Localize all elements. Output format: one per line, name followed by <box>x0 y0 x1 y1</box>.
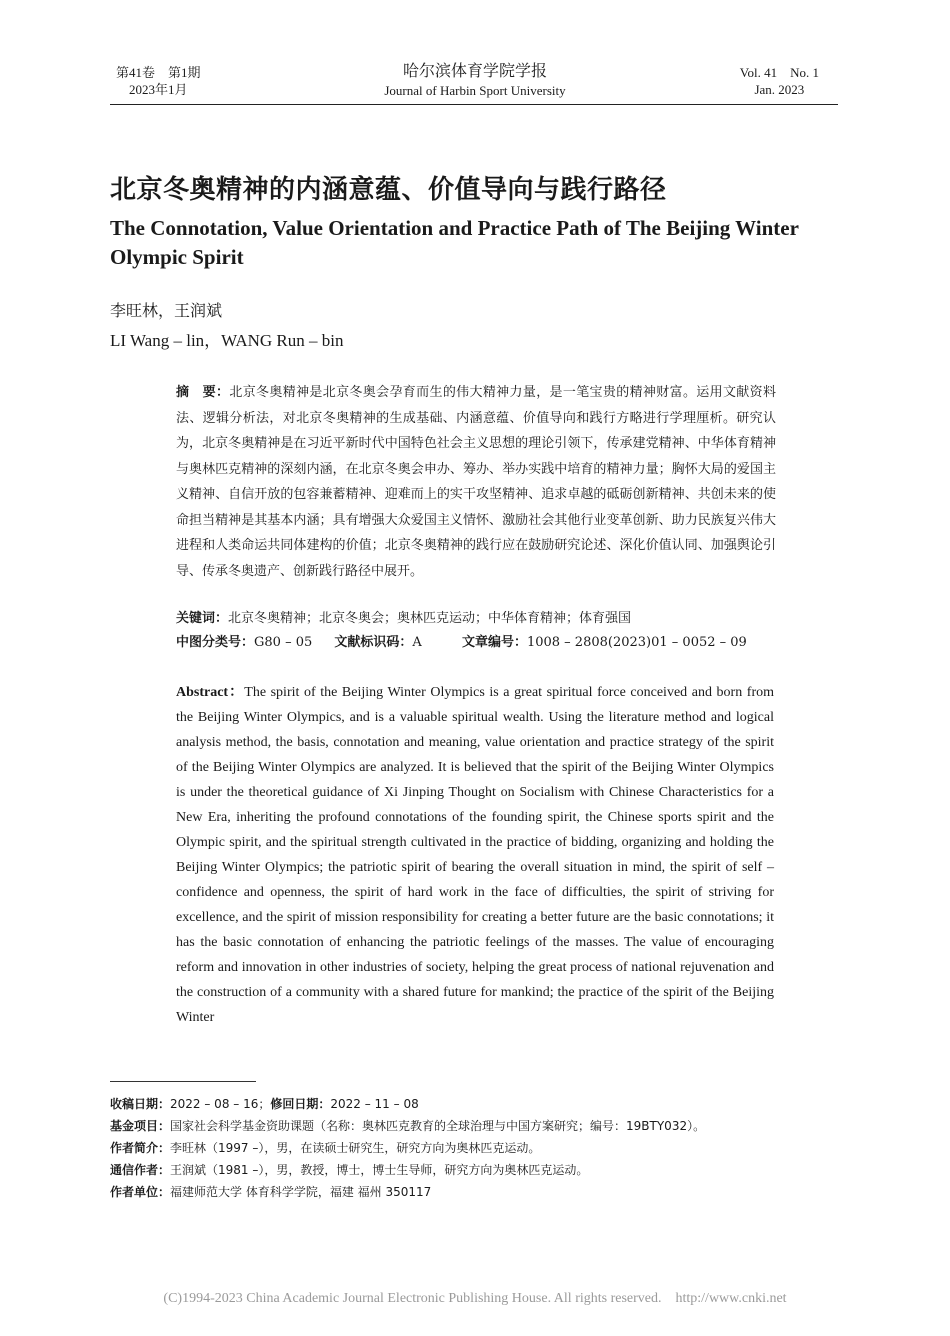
abstract-en <box>176 680 774 1030</box>
author-bio-label: 作者简介： <box>110 1141 171 1155</box>
header-divider <box>110 104 838 105</box>
article-title-cn: 北京冬奥精神的内涵意蕴、价值导向与践行路径 <box>110 175 667 205</box>
footnote-affiliation <box>110 1184 431 1200</box>
doc-code-label: 文献标识码： <box>334 635 413 650</box>
keywords-label: 关键词： <box>176 611 229 626</box>
header-issue <box>740 64 819 98</box>
authors-en: LI Wang – lin，WANG Run – bin <box>110 331 344 350</box>
header-year-cn: 2023年1月 <box>129 82 188 97</box>
received-label: 收稿日期： <box>110 1097 171 1111</box>
keywords-text: 北京冬奥精神；北京冬奥会；奥林匹克运动；中华体育精神；体育强国 <box>228 611 632 626</box>
affiliation-text: 福建师范大学 体育科学学院，福建 福州 350117 <box>170 1185 432 1199</box>
keywords <box>176 609 776 629</box>
revised-date: 2022 – 11 – 08 <box>330 1097 419 1111</box>
footnote-author <box>110 1140 540 1156</box>
abstract-cn-label: 摘 要： <box>176 385 230 400</box>
authors-cn: 李旺林，王润斌 <box>110 301 223 320</box>
abstract-en-text: The spirit of the Beijing Winter Olympics is a great spiritual force conceived and born from the Beijing Winter Olympics, and is a valuable spiritual wealth. Using the literature method and logical analysis method, the basis, connotation and meaning, value orientation and practice strategy of the spirit of the Beijing Winter Olympics are analyzed. It is believed that the spirit of the Beijing Winter Olympics is under the theoretical guidance of Xi Jinping Thought on Socialism with Chinese Characteristics for a New Era, inheriting the profound connotations of the founding spirit, the Chinese sports spirit and the Olympic spirit, and the spiritual strength cultivated in the practice of bidding, organizing and holding the Beijing Winter Olympics; the patriotic spirit of bearing the overall situation in mind, the spirit of self – confidence and openness, the spirit of hard work in the face of difficulties, the spirit of striving for excellence, and the spirit of mission responsibility for creating a better future are the basic connotations; it has the basic connotation of enhancing the patriotic feelings of the masses. The value of encouraging reform and innovation in other industries of society, helping the great process of national rejuvenation and the construction of a community with a shared future for mankind; the practice of the spirit of the Beijing Winter <box>176 685 774 1025</box>
journal-title-en: Journal of Harbin Sport University <box>384 83 566 98</box>
corresponding-text: 王润斌（1981 –），男，教授，博士，博士生导师，研究方向为奥林匹克运动。 <box>170 1163 589 1177</box>
article-number-value: 1008 – 2808(2023)01 – 0052 – 09 <box>526 635 747 650</box>
clc-label: 中图分类号： <box>176 635 255 650</box>
article-number-label: 文章编号： <box>461 635 527 650</box>
header-volume-en: Vol. 41 No. 1 <box>739 65 819 80</box>
footnote-fund <box>110 1118 705 1134</box>
abstract-cn <box>176 380 776 584</box>
footnote-divider <box>110 1081 256 1082</box>
footnote-corresponding <box>110 1162 588 1178</box>
author-bio-text: 李旺林（1997 –），男，在读硕士研究生，研究方向为奥林匹克运动。 <box>170 1141 541 1155</box>
clc-value: G80 – 05 <box>254 635 313 650</box>
footnote-dates <box>110 1096 419 1112</box>
header-volume-cn: 第41卷 第1期 <box>116 65 201 80</box>
fund-text: 国家社会科学基金资助课题（名称：奥林匹克教育的全球治理与中国方案研究；编号：19BTY032）。 <box>170 1119 706 1133</box>
received-date: 2022 – 08 – 16； <box>170 1097 271 1111</box>
copyright-notice: (C)1994-2023 China Academic Journal Electronic Publishing House. All rights reserved. http://www.cnki.net <box>163 1291 787 1306</box>
corresponding-label: 通信作者： <box>110 1163 171 1177</box>
fund-label: 基金项目： <box>110 1119 171 1133</box>
classification-line <box>176 633 776 653</box>
abstract-cn-text: 北京冬奥精神是北京冬奥会孕育而生的伟大精神力量，是一笔宝贵的精神财富。运用文献资料法、逻辑分析法，对北京冬奥精神的生成基础、内涵意蕴、价值导向和践行方略进行学理厘析。研究认为，北京冬奥精神是在习近平新时代中国特色社会主义思想的理论引领下，传承建党精神、中华体育精神与奥林匹克精神的深刻内涵，在北京冬奥会申办、筹办、举办实践中培育的精神力量；胸怀大局的爱国主义精神、自信开放的包容兼蓄精神、迎难而上的实干攻坚精神、追求卓越的砥砺创新精神、共创未来的使命担当精神是其基本内涵；具有增强大众爱国主义情怀、激励社会其他行业变革创新、助力民族复兴伟大进程和人类命运共同体建构的价值；北京冬奥精神的践行应在鼓励研究论述、深化价值认同、加强舆论引导、传承冬奥遗产、创新践行路径中展开。 <box>176 385 776 579</box>
doc-code-value: A <box>412 635 422 650</box>
header-date-en: Jan. 2023 <box>754 82 805 97</box>
journal-title-cn: 哈尔滨体育学院学报 <box>402 63 547 80</box>
affiliation-label: 作者单位： <box>110 1185 171 1199</box>
revised-label: 修回日期： <box>270 1097 331 1111</box>
abstract-en-label: Abstract： <box>176 685 245 700</box>
article-title-en: The Connotation, Value Orientation and Practice Path of The Beijing Winter Olympic Spirit <box>110 216 799 269</box>
